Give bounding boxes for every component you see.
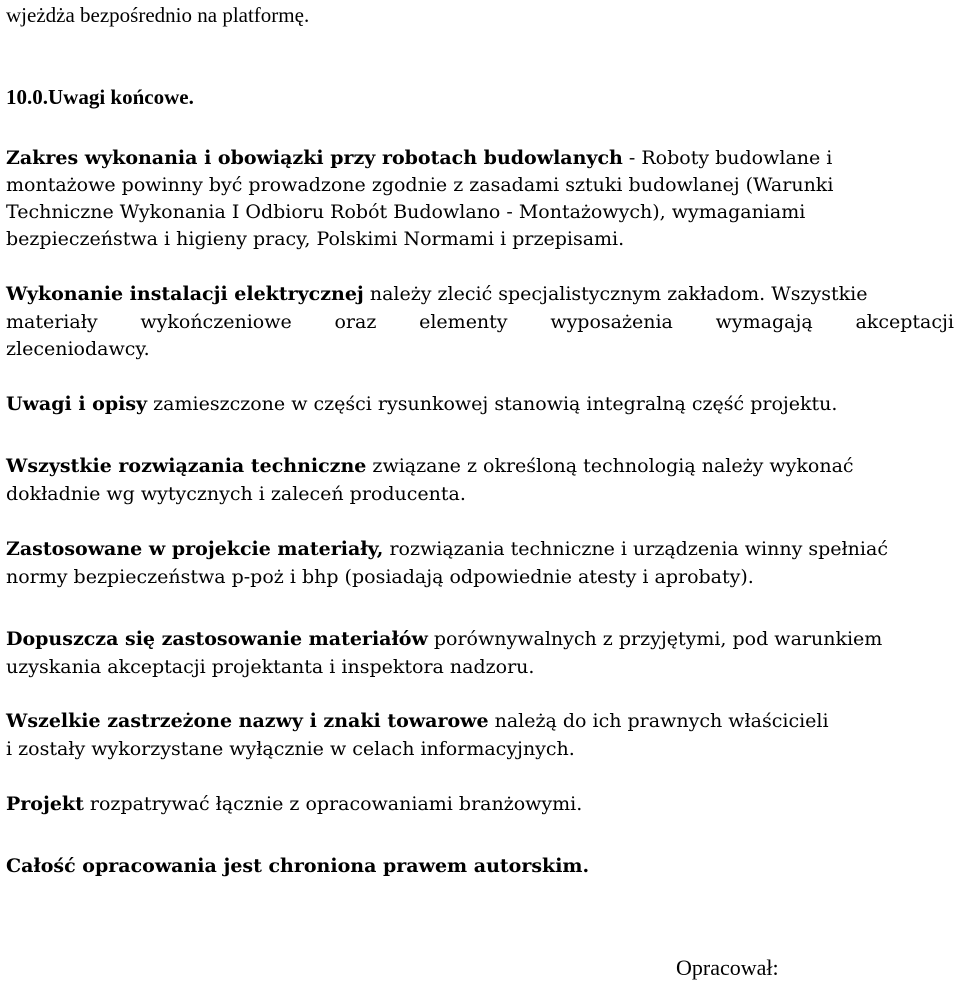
- p7-line-2: i zostały wykorzystane wyłącznie w celach informacyjnych.: [6, 738, 575, 760]
- p3-bold-lead: Uwagi i opisy: [6, 393, 148, 415]
- p2-bold-lead: Wykonanie instalacji elektrycznej: [6, 283, 364, 305]
- p1-line-2: montażowe powinny być prowadzone zgodnie z zasadami sztuki budowlanej (Warunki: [6, 174, 834, 196]
- p6-line-2: uzyskania akceptacji projektanta i inspektora nadzoru.: [6, 656, 535, 678]
- paragraph-copyright: Całość opracowania jest chroniona prawem autorskim.: [6, 855, 590, 877]
- p2-line-3: zleceniodawcy.: [6, 338, 150, 360]
- p5-bold-lead: Zastosowane w projekcie materiały,: [6, 538, 384, 560]
- p7-bold-lead: Wszelkie zastrzeżone nazwy i znaki towarowe: [6, 710, 489, 732]
- p1-line-4: bezpieczeństwa i higieny pracy, Polskimi Normami i przepisami.: [6, 228, 625, 250]
- p1-line-3: Techniczne Wykonania I Odbioru Robót Budowlano - Montażowych), wymaganiami: [6, 201, 806, 223]
- p7-line-1: Wszelkie zastrzeżone nazwy i znaki towarowe należą do ich prawnych właścicieli: [6, 710, 829, 732]
- signature-label: Opracował:: [676, 955, 779, 980]
- p2-line-2: materiały wykończeniowe oraz elementy wyposażenia wymagają akceptacji: [6, 311, 954, 333]
- p1-line-1: Zakres wykonania i obowiązki przy robotach budowlanych - Roboty budowlane i: [6, 147, 833, 169]
- p2-line-1: Wykonanie instalacji elektrycznej należy zlecić specjalistycznym zakładom. Wszystkie: [6, 283, 868, 305]
- p5-line-2: normy bezpieczeństwa p-poż i bhp (posiadają odpowiednie atesty i aprobaty).: [6, 566, 754, 588]
- top-line: wjeżdża bezpośrednio na platformę.: [6, 3, 310, 27]
- paragraph-notes: Uwagi i opisy zamieszczone w części rysunkowej stanowią integralną część projektu.: [6, 393, 838, 415]
- paragraph-project: Projekt rozpatrywać łącznie z opracowaniami branżowymi.: [6, 793, 583, 815]
- p8-bold-lead: Projekt: [6, 793, 84, 815]
- p4-line-2: dokładnie wg wytycznych i zaleceń producenta.: [6, 483, 466, 505]
- section-heading: 10.0.Uwagi końcowe.: [6, 85, 194, 109]
- p5-line-1: Zastosowane w projekcie materiały, rozwiązania techniczne i urządzenia winny spełniać: [6, 538, 888, 560]
- p4-line-1: Wszystkie rozwiązania techniczne związane z określoną technologią należy wykonać: [6, 455, 854, 477]
- p6-line-1: Dopuszcza się zastosowanie materiałów porównywalnych z przyjętymi, pod warunkiem: [6, 628, 883, 650]
- p4-bold-lead: Wszystkie rozwiązania techniczne: [6, 455, 367, 477]
- p1-bold-lead: Zakres wykonania i obowiązki przy robotach budowlanych: [6, 147, 623, 169]
- p6-bold-lead: Dopuszcza się zastosowanie materiałów: [6, 628, 428, 650]
